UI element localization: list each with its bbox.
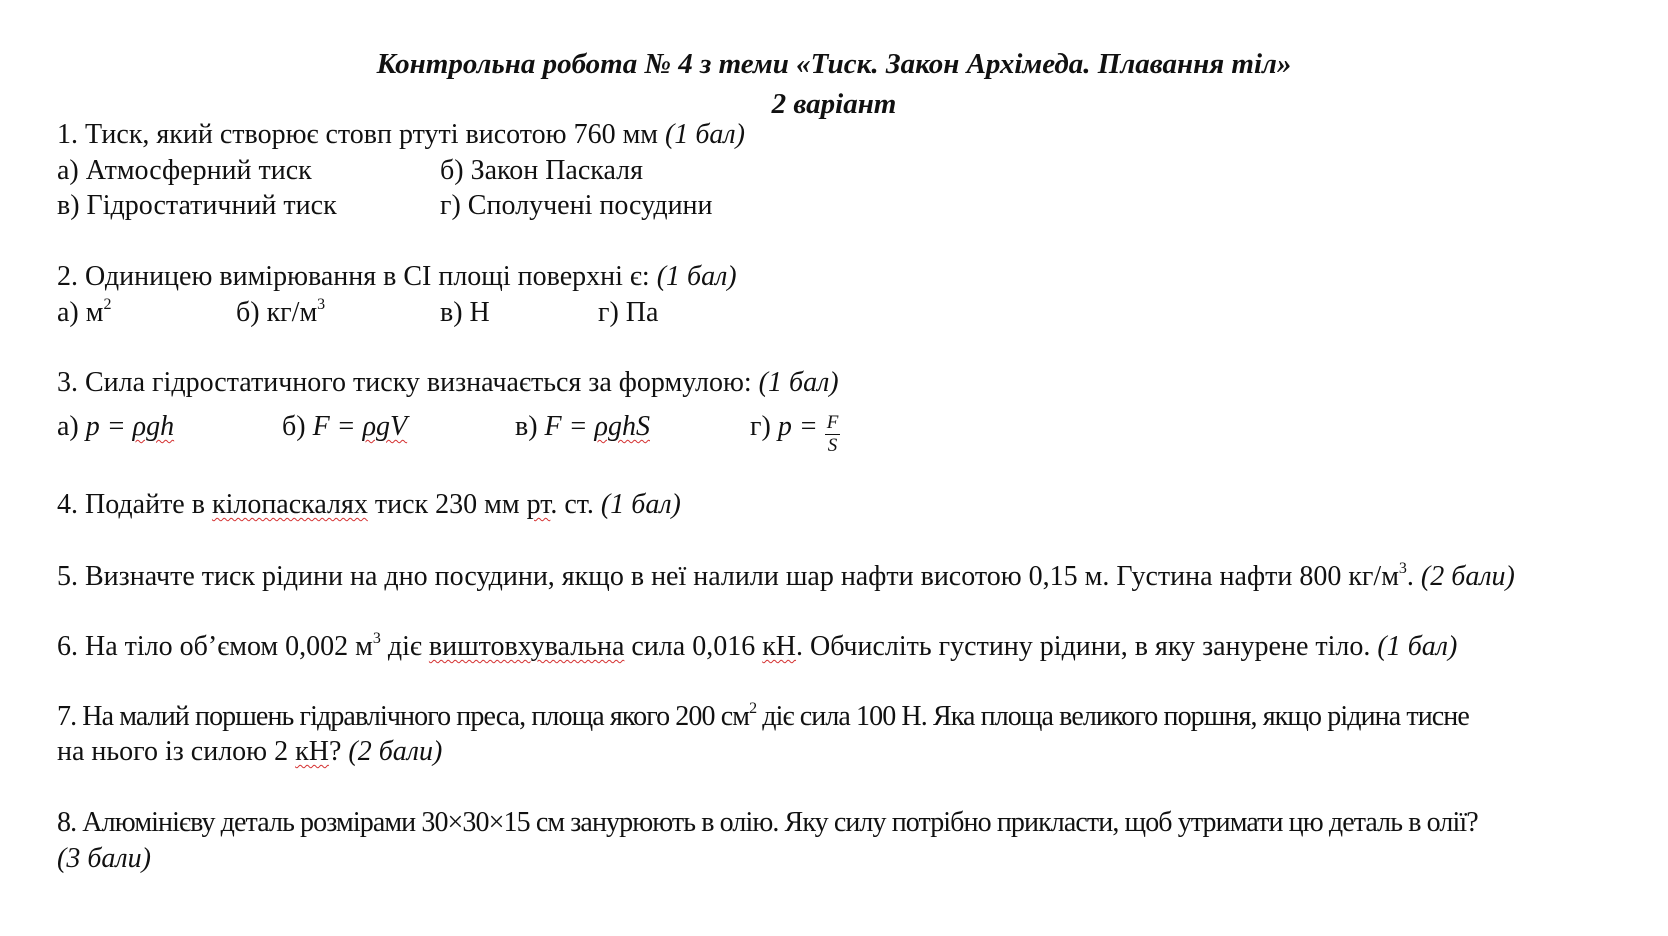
fraction-denominator: S bbox=[827, 435, 838, 456]
q3-option-c bbox=[515, 410, 650, 444]
question-4 bbox=[57, 488, 681, 522]
q3-option-d bbox=[750, 410, 840, 457]
question-5-text: 5. Визначте тиск рідини на дно посудини, якщо в неї налили шар нафти висотою 0,15 м. Густина нафти 800 кг/м bbox=[57, 561, 1399, 592]
q3-option-a-formula: p = bbox=[85, 411, 133, 442]
question-1-points: (1 бал) bbox=[665, 119, 745, 150]
q1-option-b: б) Закон Паскаля bbox=[440, 155, 643, 186]
page-title: Контрольна робота № 4 з теми «Тиск. Закон Архімеда. Плавання тіл» bbox=[376, 48, 1292, 80]
question-8-points: (3 бали) bbox=[57, 843, 151, 874]
q3-option-c-label: в) bbox=[515, 411, 545, 442]
question-7-line-1 bbox=[57, 700, 1469, 734]
q3-option-d-fraction bbox=[825, 412, 841, 457]
question-6-wavy-word-1: виштовхувальна bbox=[428, 631, 625, 662]
q2-option-d: г) Па bbox=[598, 297, 659, 328]
question-4-points: (1 бал) bbox=[600, 489, 681, 520]
q3-option-b-label: б) bbox=[282, 411, 313, 442]
q2-option-c: в) Н bbox=[440, 297, 490, 328]
question-7-wavy-word: кН bbox=[295, 736, 329, 767]
question-6-text: 6. На тіло об’ємом 0,002 м bbox=[57, 631, 373, 662]
q3-option-b-formula: F = bbox=[312, 411, 363, 442]
question-7-line-2 bbox=[57, 735, 442, 769]
question-8-line-1: 8. Алюмінієву деталь розмірами 30×30×15 см занурюють в олію. Яку силу потрібно прикласти, щоб утримати цю деталь в олії? bbox=[57, 807, 1478, 838]
q2-option-a bbox=[57, 296, 111, 330]
question-2 bbox=[57, 260, 737, 294]
q3-option-c-formula: F = bbox=[544, 411, 595, 442]
q3-option-b-formula-wavy: ρgV bbox=[362, 411, 408, 442]
question-7-sup: 2 bbox=[749, 700, 757, 717]
question-5-points: (2 бали) bbox=[1420, 561, 1515, 592]
fraction-numerator: F bbox=[826, 412, 839, 433]
question-6-text-end: . Обчисліть густину рідини, в яку занурене тіло. bbox=[796, 631, 1378, 662]
q2-option-b bbox=[236, 296, 325, 330]
question-6-text-mid: діє bbox=[380, 631, 429, 662]
question-4-text: 4. Подайте в bbox=[57, 489, 212, 520]
question-5 bbox=[57, 560, 1515, 594]
question-5-text-end: . bbox=[1406, 561, 1421, 592]
question-6-text-mid-2: сила 0,016 bbox=[624, 631, 763, 662]
q2-option-b-text: б) кг/м bbox=[236, 297, 318, 328]
q2-option-a-text: а) м bbox=[57, 297, 104, 328]
q3-option-a-formula-wavy: ρgh bbox=[132, 411, 175, 442]
question-4-wavy-word-1: кілопаскалях bbox=[211, 489, 368, 520]
q3-option-d-formula: p = bbox=[777, 411, 825, 442]
question-1-text: 1. Тиск, який створює стовп ртуті висотою 760 мм bbox=[57, 119, 666, 150]
question-2-points: (1 бал) bbox=[656, 261, 737, 292]
question-6-sup: 3 bbox=[372, 630, 381, 647]
q3-option-b bbox=[282, 410, 407, 444]
question-7-line-2-text: на нього із силою 2 bbox=[57, 736, 296, 767]
q3-option-d-label: г) bbox=[750, 411, 778, 442]
q1-option-a: а) Атмосферний тиск bbox=[57, 155, 312, 186]
q3-option-a bbox=[57, 410, 174, 444]
q3-option-c-formula-wavy: ρghS bbox=[594, 411, 650, 442]
q1-option-c: в) Гідростатичний тиск bbox=[57, 190, 337, 221]
question-3-points: (1 бал) bbox=[758, 367, 839, 398]
question-6-points: (1 бал) bbox=[1377, 631, 1458, 662]
question-4-text-end: . ст. bbox=[550, 489, 601, 520]
question-2-text: 2. Одиницею вимірювання в СІ площі поверхні є: bbox=[57, 261, 657, 292]
question-3-text: 3. Сила гідростатичного тиску визначається за формулою: bbox=[57, 367, 759, 398]
question-4-wavy-word-2: рт bbox=[526, 489, 551, 520]
q1-option-d: г) Сполучені посудини bbox=[440, 190, 713, 221]
variant-label: 2 варіант bbox=[771, 88, 897, 120]
question-7-line-2-end: ? bbox=[328, 736, 349, 767]
question-6-wavy-word-2: кН bbox=[762, 631, 797, 662]
q2-option-b-sup: 3 bbox=[317, 296, 326, 313]
q2-option-a-sup: 2 bbox=[103, 296, 112, 313]
question-6 bbox=[57, 630, 1457, 664]
q3-option-a-label: а) bbox=[57, 411, 86, 442]
question-7-text-end: діє сила 100 Н. Яка площа великого поршня, якщо рідина тисне bbox=[756, 701, 1469, 732]
question-5-sup: 3 bbox=[1398, 560, 1407, 577]
question-4-text-mid: тиск 230 мм bbox=[367, 489, 527, 520]
question-7-text: 7. На малий поршень гідравлічного преса, площа якого 200 см bbox=[57, 701, 750, 732]
question-3 bbox=[57, 366, 839, 400]
question-1 bbox=[57, 118, 745, 152]
question-7-points: (2 бали) bbox=[348, 736, 443, 767]
